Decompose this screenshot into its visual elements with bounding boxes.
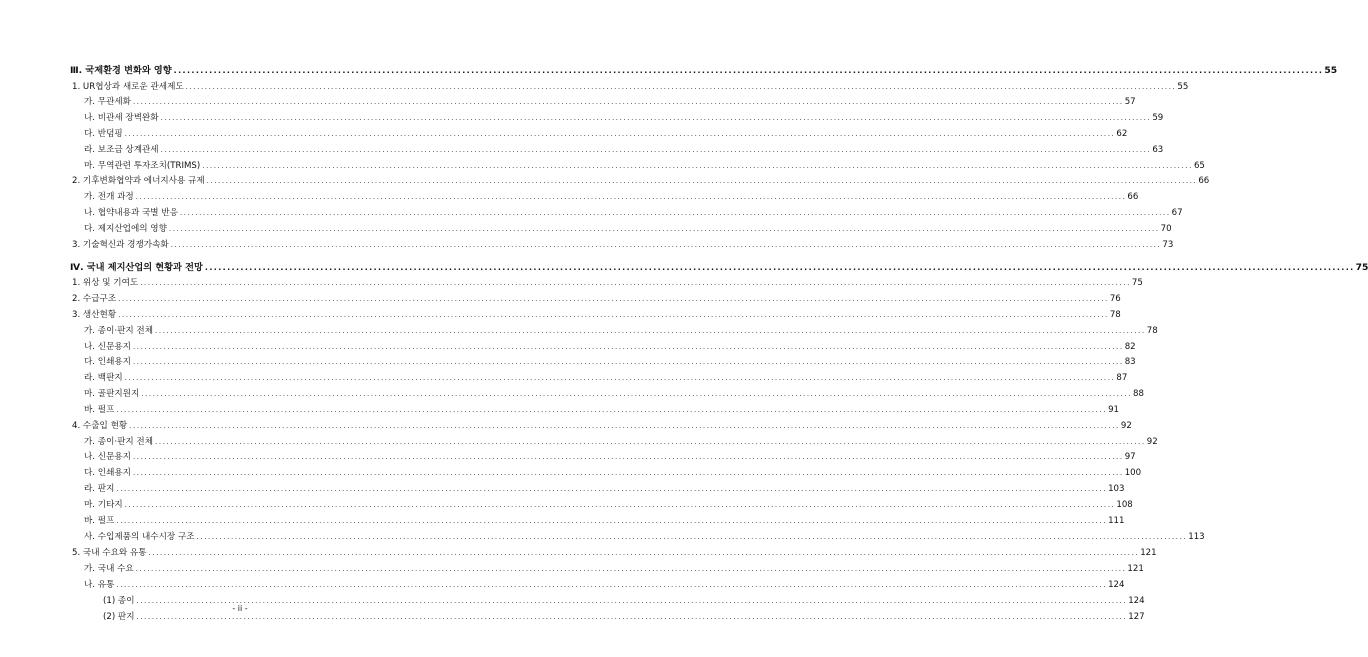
toc-entry-label: 4. 수출입 현황	[72, 421, 128, 431]
toc-entry-page: 66	[1127, 192, 1139, 202]
dot-leader: ...................................................................................................................................................................................................................................................................	[118, 295, 1109, 303]
toc-entry	[84, 482, 1125, 496]
toc-entry-label: 바. 펄프	[84, 405, 115, 415]
toc-entry	[84, 562, 1144, 576]
toc-entry-label: 다. 인쇄용지	[84, 468, 131, 478]
toc-entry-label: 나. 신문용지	[84, 342, 131, 352]
toc-entry-label: 5. 국내 수요와 유통	[72, 548, 147, 558]
dot-leader: ...................................................................................................................................................................................................................................................................	[124, 501, 1116, 509]
toc-entry-page: 124	[1108, 580, 1125, 590]
toc-entry-label: 다. 제지산업에의 영향	[84, 224, 167, 234]
toc-entry-label: 나. 신문용지	[84, 452, 131, 462]
dot-leader: ...................................................................................................................................................................................................................................................................	[136, 613, 1128, 621]
dot-leader: ...................................................................................................................................................................................................................................................................	[124, 374, 1116, 382]
toc-entry-page: 82	[1124, 342, 1136, 352]
toc-entry-page: 63	[1152, 145, 1164, 155]
toc-entry-page: 92	[1146, 437, 1158, 447]
toc-entry-page: 121	[1140, 548, 1157, 558]
dot-leader: ...................................................................................................................................................................................................................................................................	[179, 209, 1171, 217]
toc-entry-page: 78	[1109, 310, 1121, 320]
dot-leader: ...................................................................................................................................................................................................................................................................	[129, 422, 1120, 430]
toc-entry-label: 2. 수급구조	[72, 294, 117, 304]
toc-entry-page: 55	[1177, 82, 1189, 92]
toc-entry	[72, 292, 1121, 306]
dot-leader: ...................................................................................................................................................................................................................................................................	[160, 114, 1152, 122]
dot-leader: ...................................................................................................................................................................................................................................................................	[116, 485, 1108, 493]
toc-entry	[84, 340, 1136, 354]
toc-entry-label: 가. 무관세화	[84, 97, 131, 107]
toc-entry-page: 100	[1124, 468, 1142, 478]
toc-entry-label: 1. 위상 및 기여도	[72, 278, 139, 288]
dot-leader: ...................................................................................................................................................................................................................................................................	[116, 406, 1108, 414]
toc-entry	[84, 371, 1128, 385]
toc-entry-page: 124	[1128, 596, 1145, 606]
toc-entry-page: 62	[1116, 129, 1128, 139]
toc-entry-page: 88	[1132, 389, 1144, 399]
dot-leader: ...................................................................................................................................................................................................................................................................	[206, 177, 1198, 185]
dot-leader: ...................................................................................................................................................................................................................................................................	[135, 193, 1127, 201]
toc-entry-page: 92	[1120, 421, 1132, 431]
toc-entry-page: 55	[1324, 65, 1338, 76]
toc-entry-page: 108	[1116, 500, 1133, 510]
toc-entry	[84, 95, 1136, 109]
dot-leader: ...................................................................................................................................................................................................................................................................	[202, 162, 1193, 170]
toc-entry	[84, 190, 1139, 204]
toc-entry-label: 가. 종이·판지 전체	[84, 326, 154, 336]
toc-entry	[84, 206, 1183, 220]
toc-entry-label: 마. 기타지	[84, 500, 123, 510]
toc-entry	[84, 143, 1164, 157]
toc-entry	[84, 514, 1125, 528]
dot-leader: ...................................................................................................................................................................................................................................................................	[140, 279, 1131, 287]
toc-entry	[84, 530, 1205, 544]
toc-entry-label: 2. 기후변화협약과 에너지사용 규제	[72, 176, 205, 186]
toc-entry-page: 75	[1131, 278, 1143, 288]
page-number-footer: - ii -	[232, 604, 248, 613]
toc-entry-page: 83	[1124, 357, 1136, 367]
dot-leader: ...................................................................................................................................................................................................................................................................	[196, 533, 1188, 541]
toc-entry-page: 97	[1124, 452, 1136, 462]
toc-entry-page: 113	[1188, 532, 1205, 542]
toc-entry	[84, 387, 1144, 401]
toc-entry-page: 67	[1171, 208, 1183, 218]
toc-entry-page: 76	[1109, 294, 1121, 304]
toc-entry-label: (1) 종이	[103, 596, 135, 606]
toc-entry	[84, 159, 1205, 173]
toc-entry-page: 66	[1198, 176, 1210, 186]
toc-entry-label: 3. 생산현황	[72, 310, 117, 320]
toc-entry-page: 73	[1162, 240, 1174, 250]
toc-entry	[72, 238, 1174, 252]
toc-entry-page: 103	[1108, 484, 1125, 494]
toc-entry	[84, 324, 1158, 338]
dot-leader: ...................................................................................................................................................................................................................................................................	[118, 311, 1109, 319]
toc-entry-label: 가. 국내 수요	[84, 564, 134, 574]
toc-entry-page: 121	[1127, 564, 1144, 574]
toc-entry-label: Ⅳ. 국내 제지산업의 현황과 전망	[70, 262, 203, 273]
toc-entry	[72, 80, 1189, 94]
toc-entry-page: 111	[1108, 516, 1125, 526]
toc-entry-label: 나. 유통	[84, 580, 115, 590]
toc-entry	[84, 466, 1142, 480]
toc-entry-label: 마. 무역관련 투자조치(TRIMS)	[84, 161, 201, 171]
toc-entry-label: 1. UR협상과 새로운 관세제도	[72, 82, 184, 92]
dot-leader: ...................................................................................................................................................................................................................................................................	[204, 263, 1355, 272]
toc-entry-label: 가. 전개 과정	[84, 192, 134, 202]
dot-leader: ...................................................................................................................................................................................................................................................................	[168, 225, 1160, 233]
dot-leader: ...................................................................................................................................................................................................................................................................	[155, 438, 1146, 446]
toc-entry	[84, 578, 1125, 592]
toc-entry-page: 57	[1124, 97, 1136, 107]
dot-leader: ...................................................................................................................................................................................................................................................................	[160, 146, 1152, 154]
toc-entry-page: 87	[1116, 373, 1128, 383]
toc-entry-label: 다. 인쇄용지	[84, 357, 131, 367]
toc-entry-label: 나. 비관세 장벽완화	[84, 113, 159, 123]
toc-entry-label: 나. 협약내용과 국별 반응	[84, 208, 178, 218]
toc-entry-label: 가. 종이·판지 전체	[84, 437, 154, 447]
toc-entry-label: 라. 판지	[84, 484, 115, 494]
toc-chapter-entry	[70, 64, 1338, 78]
toc-entry	[84, 355, 1136, 369]
toc-entry-page: 70	[1160, 224, 1172, 234]
toc-chapter-entry	[70, 261, 1368, 275]
dot-leader: ...................................................................................................................................................................................................................................................................	[141, 390, 1132, 398]
dot-leader: ...................................................................................................................................................................................................................................................................	[132, 358, 1124, 366]
toc-entry-page: 78	[1146, 326, 1158, 336]
toc-entry	[72, 546, 1157, 560]
toc-entry	[84, 498, 1133, 512]
dot-leader: ...................................................................................................................................................................................................................................................................	[148, 549, 1140, 557]
dot-leader: ...................................................................................................................................................................................................................................................................	[116, 581, 1108, 589]
toc-entry	[84, 435, 1158, 449]
dot-leader: ...................................................................................................................................................................................................................................................................	[116, 517, 1108, 525]
toc-entry-page: 91	[1108, 405, 1120, 415]
dot-leader: ...................................................................................................................................................................................................................................................................	[155, 327, 1146, 335]
toc-entry-label: 다. 반덤핑	[84, 129, 123, 139]
dot-leader: ...................................................................................................................................................................................................................................................................	[132, 343, 1124, 351]
toc-entry-label: (2) 판지	[103, 612, 135, 622]
toc-entry	[84, 450, 1136, 464]
toc-entry-label: 라. 백판지	[84, 373, 123, 383]
toc-entry-page: 75	[1355, 262, 1368, 273]
toc-entry	[84, 403, 1120, 417]
toc-entry-label: Ⅲ. 국제환경 변화와 영향	[70, 65, 172, 76]
toc-entry	[72, 174, 1210, 188]
toc-entry-label: 마. 골판지원지	[84, 389, 140, 399]
toc-entry-page: 65	[1193, 161, 1205, 171]
toc-entry-label: 바. 펄프	[84, 516, 115, 526]
dot-leader: ...................................................................................................................................................................................................................................................................	[132, 453, 1124, 461]
dot-leader: ...................................................................................................................................................................................................................................................................	[135, 565, 1127, 573]
dot-leader: ...................................................................................................................................................................................................................................................................	[185, 83, 1177, 91]
toc-entry-page: 59	[1152, 113, 1164, 123]
toc-entry	[72, 308, 1121, 322]
toc-entry-label: 라. 보조금 상계관세	[84, 145, 159, 155]
dot-leader: ...................................................................................................................................................................................................................................................................	[136, 597, 1128, 605]
dot-leader: ...................................................................................................................................................................................................................................................................	[170, 241, 1162, 249]
dot-leader: ...................................................................................................................................................................................................................................................................	[173, 66, 1324, 75]
toc-entry	[72, 276, 1143, 290]
dot-leader: ...................................................................................................................................................................................................................................................................	[132, 98, 1124, 106]
toc-entry	[72, 419, 1132, 433]
dot-leader: ...................................................................................................................................................................................................................................................................	[132, 469, 1124, 477]
toc-entry-label: 3. 기술혁신과 경쟁가속화	[72, 240, 169, 250]
toc-entry	[84, 222, 1172, 236]
toc-entry-page: 127	[1128, 612, 1145, 622]
toc-entry	[84, 111, 1164, 125]
dot-leader: ...................................................................................................................................................................................................................................................................	[124, 130, 1116, 138]
toc-entry-label: 사. 수입제품의 내수시장 구조	[84, 532, 195, 542]
toc-entry	[84, 127, 1128, 141]
